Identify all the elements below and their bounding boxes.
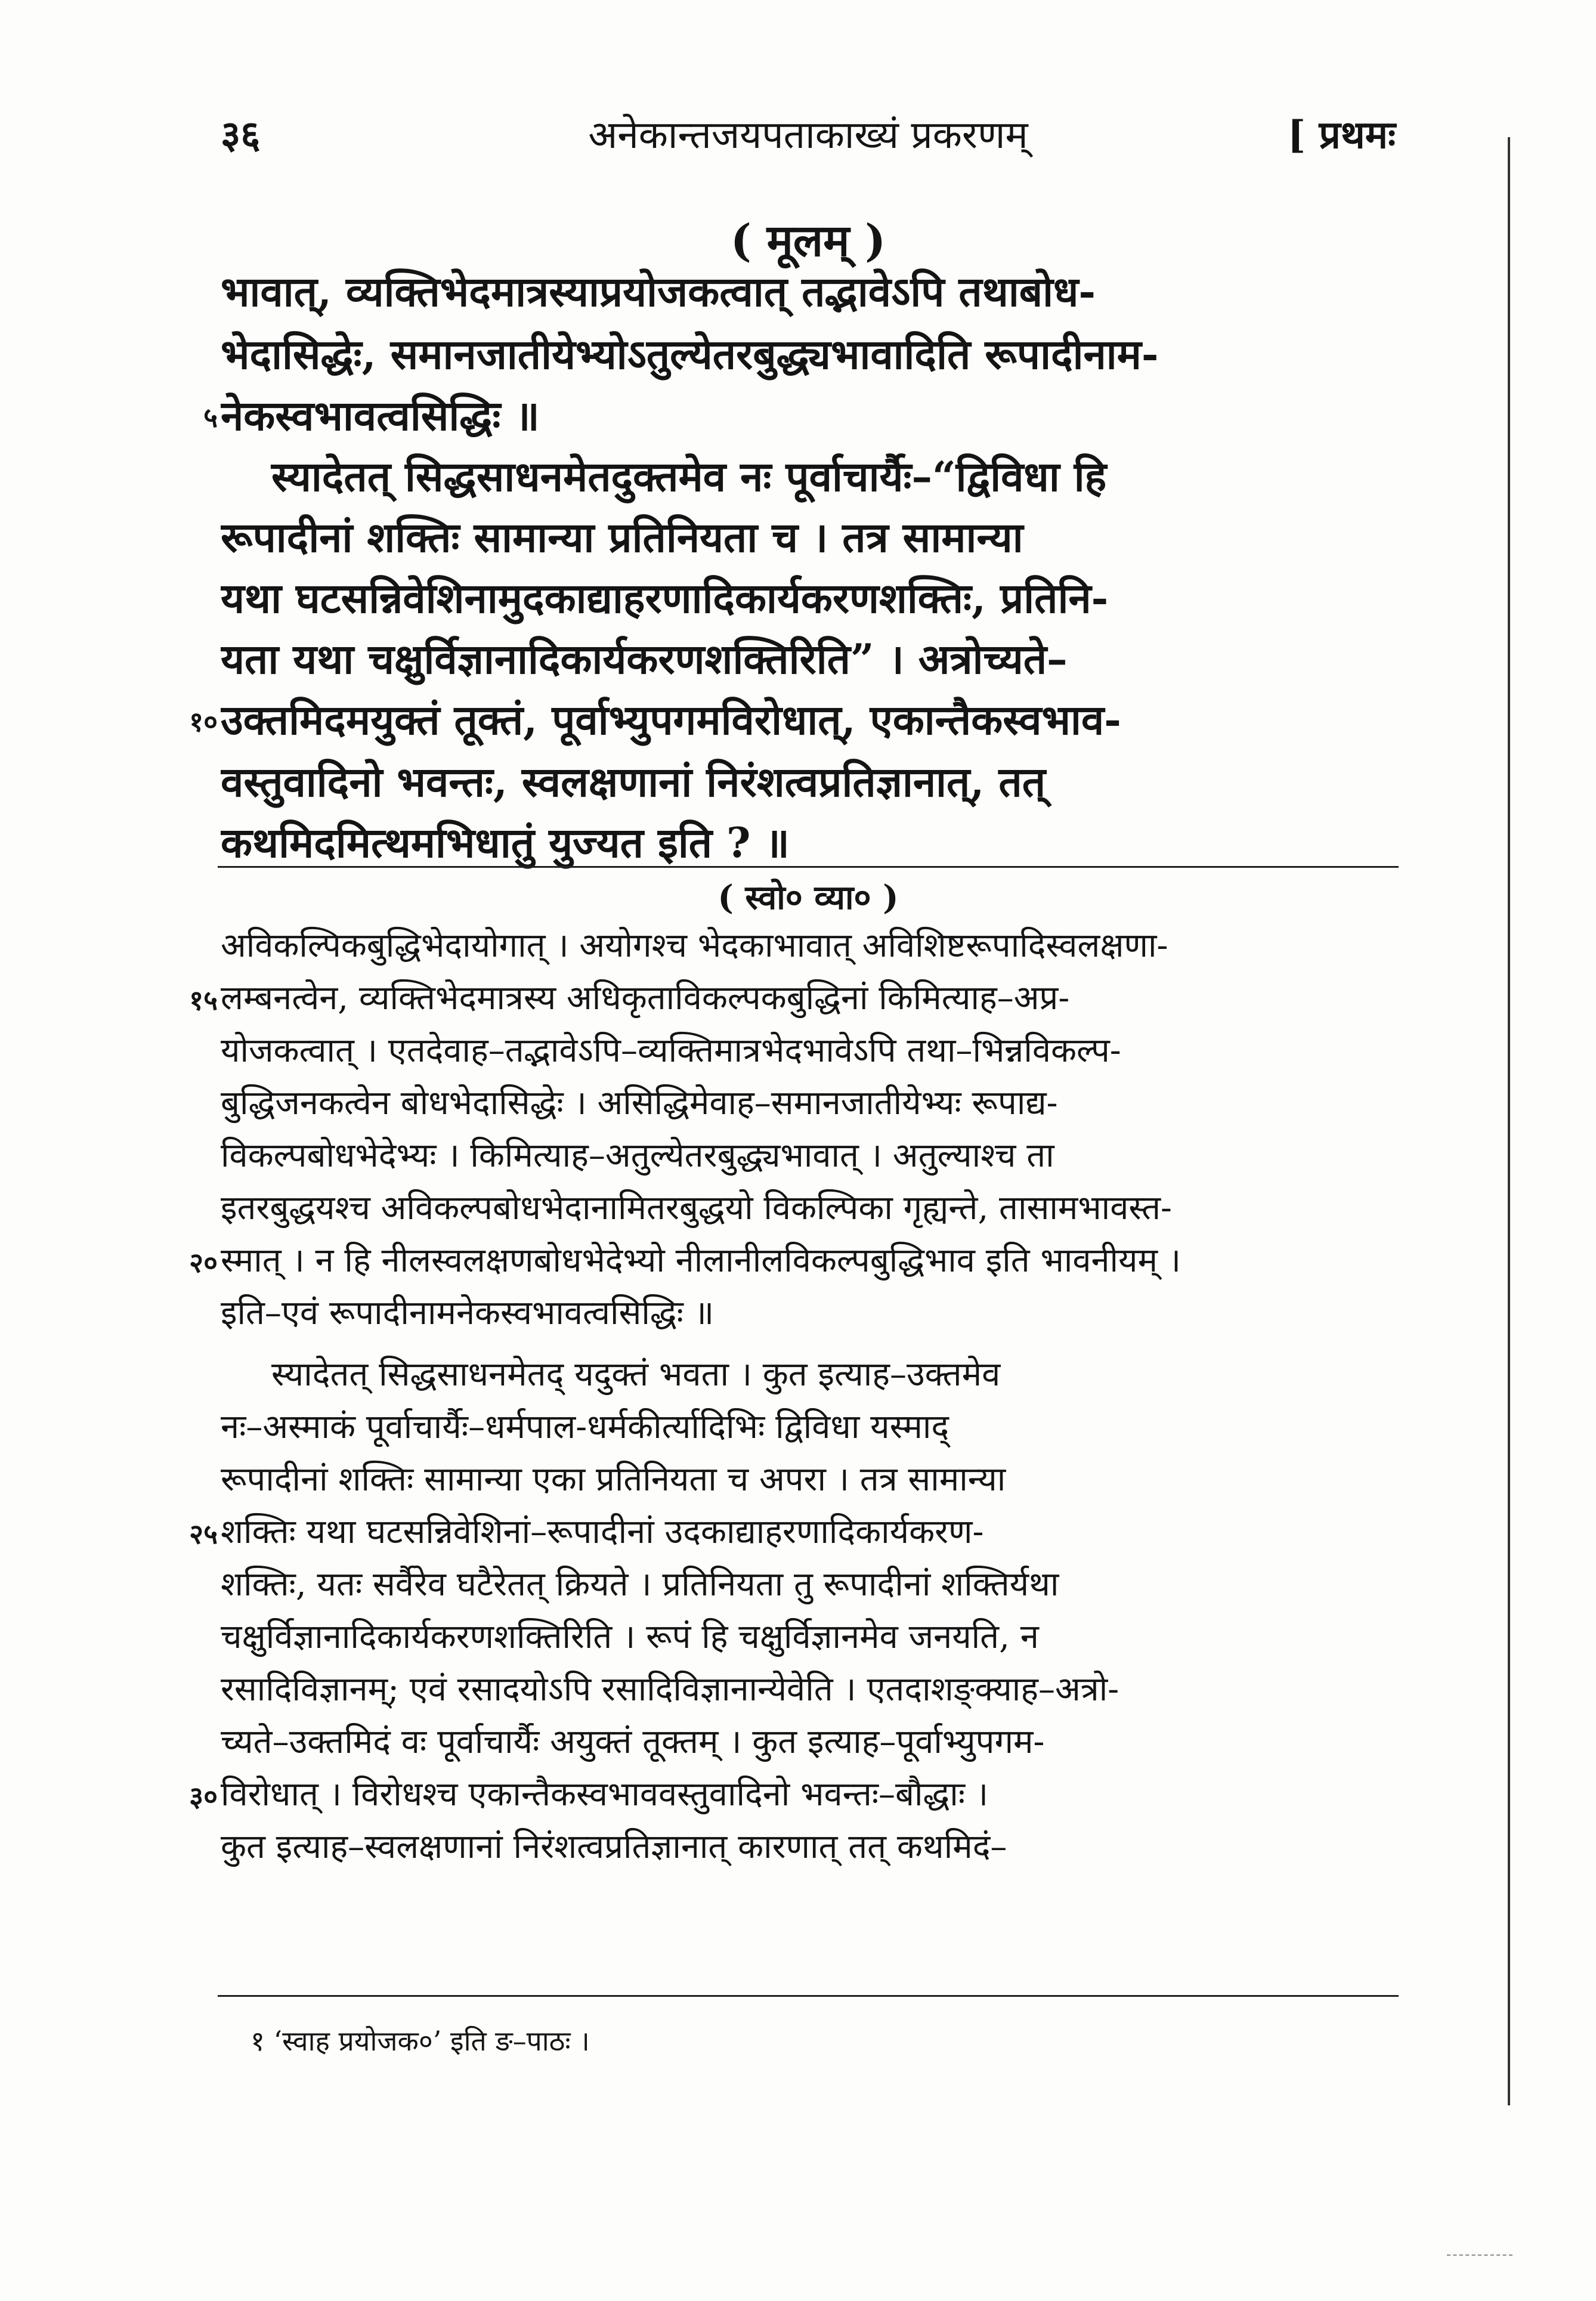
text-line: भावात्, व्यक्तिभेदमात्रस्याप्रयोजकत्वात् तद्भावेऽपि तथाबोध- — [221, 268, 1096, 316]
text-line: शक्तिः यथा घटसन्निवेशिनां–रूपादीनां उदकाद्याहरणादिकार्यकरण- — [221, 1513, 984, 1551]
page-number: ३६ — [221, 113, 261, 157]
text-line: स्यादेतत् सिद्धसाधनमेतदुक्तमेव नः पूर्वाचार्यैः–“द्विविधा हि — [271, 453, 1107, 501]
text-line: यता यथा चक्षुर्विज्ञानादिकार्यकरणशक्तिरिति” । अत्रोच्यते– — [221, 635, 1068, 684]
text-line: रूपादीनां शक्तिः सामान्या एका प्रतिनियता च अपरा । तत्र सामान्या — [221, 1460, 1006, 1499]
footnote-divider — [218, 1995, 1399, 1997]
line-number: २० — [189, 1247, 218, 1279]
mool-heading: ( मूलम् ) — [730, 215, 886, 267]
line-number: १५ — [189, 984, 218, 1016]
chapter-label: [ प्रथमः — [1287, 113, 1396, 157]
text-line: विकल्पबोधभेदेभ्यः । किमित्याह–अतुल्येतरबुद्ध्यभावात् । अतुल्याश्च ता — [221, 1136, 1054, 1175]
text-line: इति–एवं रूपादीनामनेकस्वभावत्वसिद्धिः ॥ — [221, 1294, 715, 1332]
running-title: अनेकान्तजयपताकाख्यं प्रकरणम् — [588, 113, 1028, 157]
text-line: च्यते–उक्तमिदं वः पूर्वाचार्यैः अयुक्तं तूक्तम् । कुत इत्याह–पूर्वाभ्युपगम- — [221, 1722, 1045, 1761]
page-header — [221, 107, 1396, 173]
text-line: नः–अस्माकं पूर्वाचार्यैः–धर्मपाल-धर्मकीर्त्यादिभिः द्विविधा यस्माद् — [221, 1408, 949, 1446]
text-line: इतरबुद्धयश्च अविकल्पबोधभेदानामितरबुद्धयो विकल्पिका गृह्यन्ते, तासामभावस्त- — [221, 1189, 1172, 1227]
text-line: रसादिविज्ञानम्; एवं रसादयोऽपि रसादिविज्ञानान्येवेति । एतदाशङ्क्याह–अत्रो- — [221, 1670, 1119, 1709]
section-divider — [218, 866, 1399, 868]
text-line: स्मात् । न हि नीलस्वलक्षणबोधभेदेभ्यो नीलानीलविकल्पबुद्धिभाव इति भावनीयम् । — [221, 1241, 1181, 1280]
vyakhya-heading: ( स्वो० व्या० ) — [717, 878, 899, 917]
text-line: यथा घटसन्निवेशिनामुदकाद्याहरणादिकार्यकरणशक्तिः, प्रतिनि- — [221, 574, 1109, 623]
text-line: भेदासिद्धेः, समानजातीयेभ्योऽतुल्येतरबुद्ध्यभावादिति रूपादीनाम- — [221, 330, 1159, 379]
text-line: लम्बनत्वेन, व्यक्तिभेदमात्रस्य अधिकृताविकल्पकबुद्धिनां किमित्याह–अप्र- — [221, 979, 1070, 1017]
text-line: कुत इत्याह–स्वलक्षणानां निरंशत्वप्रतिज्ञानात् कारणात् तत् कथमिदं– — [221, 1827, 1007, 1866]
text-line: बुद्धिजनकत्वेन बोधभेदासिद्धेः । असिद्धिमेवाह–समानजातीयेभ्यः रूपाद्य- — [221, 1084, 1058, 1122]
text-line: अविकल्पिकबुद्धिभेदायोगात् । अयोगश्च भेदकाभावात् अविशिष्टरूपादिस्वलक्षणा- — [221, 926, 1168, 965]
footnote: १ ‘स्वाह प्रयोजक०’ इति ङ–पाठः । — [250, 2025, 590, 2057]
text-line: नेकस्वभावत्वसिद्धिः ॥ — [221, 392, 540, 440]
line-number: ५ — [203, 401, 218, 434]
text-line: स्यादेतत् सिद्धसाधनमेतद् यदुक्तं भवता । कुत इत्याह–उक्तमेव — [271, 1355, 1001, 1394]
text-line: रूपादीनां शक्तिः सामान्या प्रतिनियता च । तत्र सामान्या — [221, 514, 1023, 562]
scan-artifact — [1447, 2254, 1513, 2256]
text-line: विरोधात् । विरोधश्च एकान्तैकस्वभाववस्तुवादिनो भवन्तः–बौद्धाः । — [221, 1775, 989, 1814]
text-line: शक्तिः, यतः सर्वैरेव घटैरेतत् क्रियते । प्रतिनियता तु रूपादीनां शक्तिर्यथा — [221, 1565, 1059, 1604]
line-number: ३० — [189, 1780, 218, 1813]
text-line: वस्तुवादिनो भवन्तः, स्वलक्षणानां निरंशत्वप्रतिज्ञानात्, तत् — [221, 758, 1046, 806]
line-number: २५ — [189, 1518, 218, 1550]
binding-edge-line — [1508, 137, 1510, 2105]
text-line: योजकत्वात् । एतदेवाह–तद्भावेऽपि–व्यक्तिमात्रभेदभावेऽपि तथा–भिन्नविकल्प- — [221, 1031, 1121, 1070]
line-number: १० — [189, 706, 218, 738]
text-line: उक्तमिदमयुक्तं तूक्तं, पूर्वाभ्युपगमविरोधात्, एकान्तैकस्वभाव- — [221, 696, 1121, 744]
text-line: चक्षुर्विज्ञानादिकार्यकरणशक्तिरिति । रूपं हि चक्षुर्विज्ञानमेव जनयति, न — [221, 1617, 1039, 1656]
text-line: कथमिदमित्थमभिधातुं युज्यत इति ? ॥ — [221, 819, 790, 867]
